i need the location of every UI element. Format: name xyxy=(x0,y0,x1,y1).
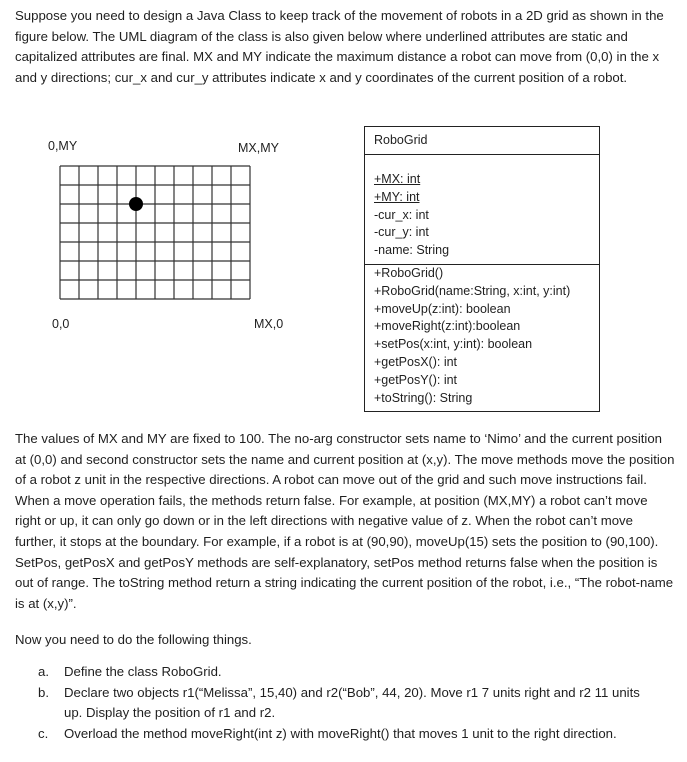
task-item xyxy=(38,662,658,683)
task-marker: b. xyxy=(38,684,49,700)
uml-method: +RoboGrid() xyxy=(374,265,444,280)
task-item xyxy=(38,724,658,745)
grid-label-bottom-left: 0,0 xyxy=(52,317,70,331)
uml-attribute: -cur_y: int xyxy=(374,225,429,240)
task-text: Declare two objects r1(“Melissa”, 15,40) and r2(“Bob”, 44, 20). Move r1 7 units right and r2 11 units up. Display the position of r1 and r2. xyxy=(64,684,640,721)
uml-method: +toString(): String xyxy=(374,390,473,405)
grid-label-top-right: MX,MY xyxy=(238,141,279,155)
description-paragraph: The values of MX and MY are fixed to 100. The no-arg constructor sets name to ‘Nimo’ and the current position at (0,0) and second constructor sets the name and current position at (x,y). The move methods move the position of a robot z unit in the respective directions. A robot can move out of the grid and such move instructions fail. When a move operation fails, the methods return false. For example, at position (MX,MY) a robot can’t move right or up, it can only go down or in the left directions with negative value of z. When the robot can’t move further, it stops at the boundary. For example, if a robot is at (90,90), moveUp(15) sets the position to (90,100). SetPos, getPosX and getPosY methods are self-explanatory, setPos method returns false when the position is out of range. The toString method return a string indicating the current position of the robot, i.e., “The robot-name is at (x,y)”. xyxy=(15,431,675,611)
uml-method: +setPos(x:int, y:int): boolean xyxy=(374,337,533,352)
uml-class-diagram xyxy=(364,126,600,412)
robot-grid-figure xyxy=(59,164,251,302)
task-marker: c. xyxy=(38,725,49,741)
uml-attributes xyxy=(365,155,599,265)
task-text: Overload the method moveRight(int z) with moveRight() that moves 1 unit to the right direction. xyxy=(64,725,617,741)
uml-method: +getPosX(): int xyxy=(374,354,458,369)
uml-method: +moveUp(z:int): boolean xyxy=(374,301,511,316)
task-text: Define the class RoboGrid. xyxy=(64,664,222,679)
uml-attribute: +MY: int xyxy=(374,189,420,204)
uml-attribute: -name: String xyxy=(374,243,450,258)
task-list xyxy=(38,662,658,744)
uml-methods xyxy=(365,265,599,411)
grid-label-top-left: 0,MY xyxy=(48,139,78,153)
instructions-intro: Now you need to do the following things. xyxy=(15,632,252,647)
grid-label-bottom-right: MX,0 xyxy=(254,317,284,331)
task-marker: a. xyxy=(38,664,49,679)
uml-class-name: RoboGrid xyxy=(365,127,599,155)
uml-method: +moveRight(z:int):boolean xyxy=(374,319,521,334)
task-item xyxy=(38,683,658,724)
uml-method: +RoboGrid(name:String, x:int, y:int) xyxy=(374,283,571,298)
intro-paragraph: Suppose you need to design a Java Class to keep track of the movement of robots in a 2D grid as shown in the figure below. The UML diagram of the class is also given below where underlined attributes are static and capitalized attributes are final. MX and MY indicate the maximum distance a robot can move from (0,0) in the x and y directions; cur_x and cur_y attributes indicate x and y coordinates of the current position of a robot. xyxy=(15,8,664,85)
uml-method: +getPosY(): int xyxy=(374,372,458,387)
uml-attribute: +MX: int xyxy=(374,172,421,186)
robot-dot xyxy=(129,197,143,211)
uml-attribute: -cur_x: int xyxy=(374,207,429,222)
